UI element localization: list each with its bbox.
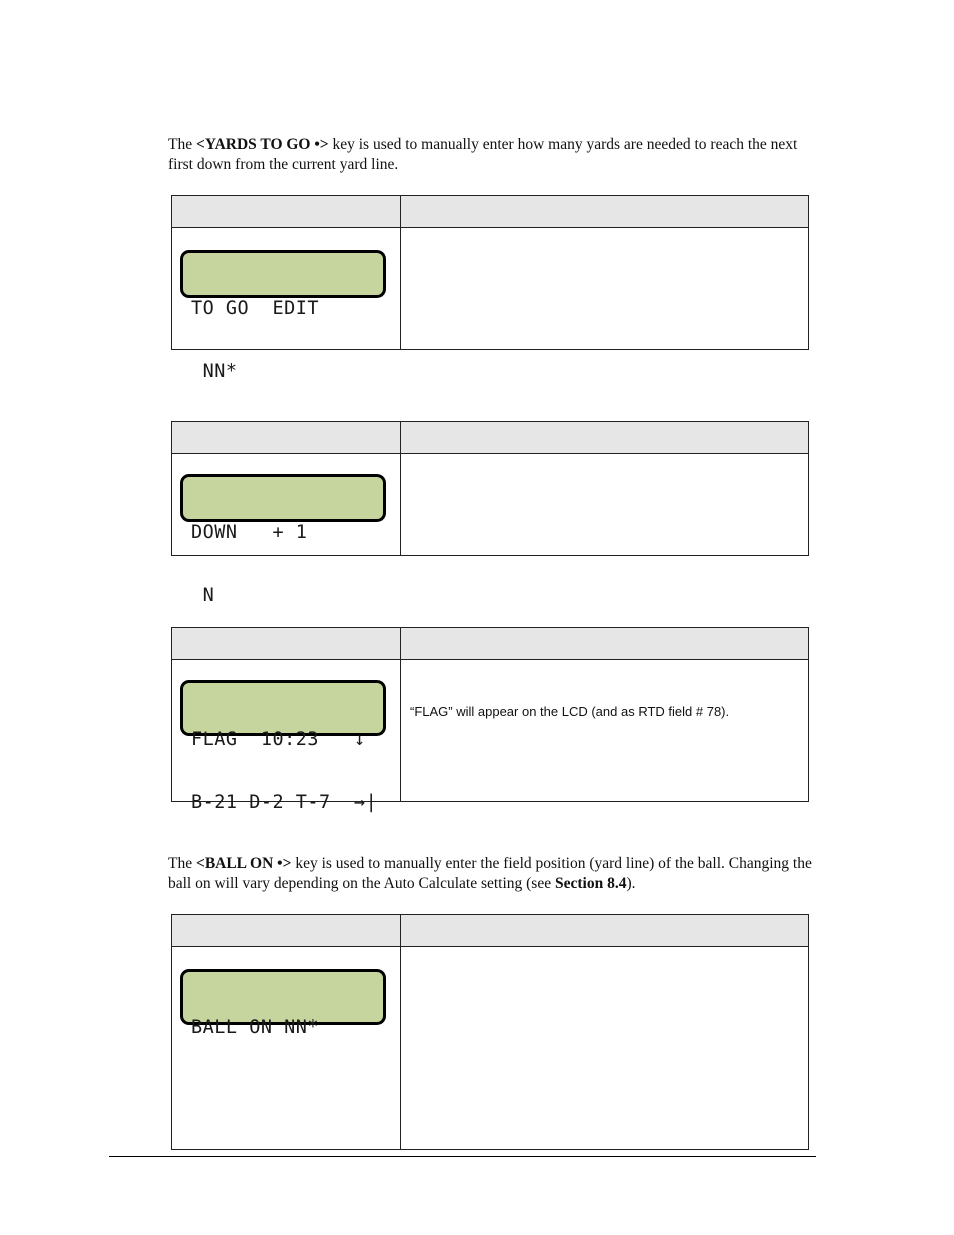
lcd-display <box>180 969 386 1038</box>
lcd-cell <box>172 660 401 813</box>
section-reference: Section 8.4 <box>554 875 627 892</box>
table-header-cell <box>401 422 809 454</box>
yards-to-go-key: <YARDS TO GO •> <box>195 136 329 153</box>
lcd-line-1: BALL ON NN* <box>191 1017 320 1038</box>
table-header-cell <box>172 422 401 454</box>
table-header-cell <box>172 915 401 947</box>
table-header-cell <box>172 628 401 660</box>
lcd-line-2: NN* <box>191 361 238 382</box>
ball-on-table <box>171 914 809 1150</box>
down-table <box>171 421 809 606</box>
lcd-line-1: DOWN + 1 <box>191 522 308 543</box>
lcd-line-2 <box>191 1080 383 1101</box>
lcd-line-1: FLAG 10:23 ↓ <box>191 729 366 750</box>
lcd-cell <box>172 947 401 1150</box>
description-cell <box>401 228 809 350</box>
table-header-cell <box>401 628 809 660</box>
lcd-line-1: TO GO EDIT <box>191 298 320 319</box>
flag-table <box>171 627 809 813</box>
lcd-display <box>180 474 386 606</box>
lcd-display <box>180 250 386 382</box>
ball-on-paragraph: The <BALL ON •> key is used to manually enter the field position (yard line) of the ball. Changing the ball on will vary depending on the Auto Calculate setting (see Section 8.4). <box>168 855 812 892</box>
footer-divider <box>109 1156 816 1157</box>
table-header-cell <box>401 915 809 947</box>
lcd-line-2: B-21 D-2 T-7 →| <box>191 792 378 813</box>
ball-on-key: <BALL ON •> <box>195 855 292 872</box>
description-cell <box>401 454 809 556</box>
description-cell <box>401 947 809 1150</box>
yards-to-go-paragraph: The <YARDS TO GO •> key is used to manually enter how many yards are needed to reach the next first down from the current yard line. <box>168 136 798 173</box>
yards-to-go-table <box>171 195 809 382</box>
lcd-display <box>180 680 386 813</box>
table-header-cell <box>401 196 809 228</box>
lcd-cell <box>172 228 401 382</box>
lcd-line-2: N <box>191 585 215 606</box>
description-cell: “FLAG” will appear on the LCD (and as RTD field # 78). <box>401 660 809 802</box>
table-header-cell <box>172 196 401 228</box>
lcd-cell <box>172 454 401 606</box>
